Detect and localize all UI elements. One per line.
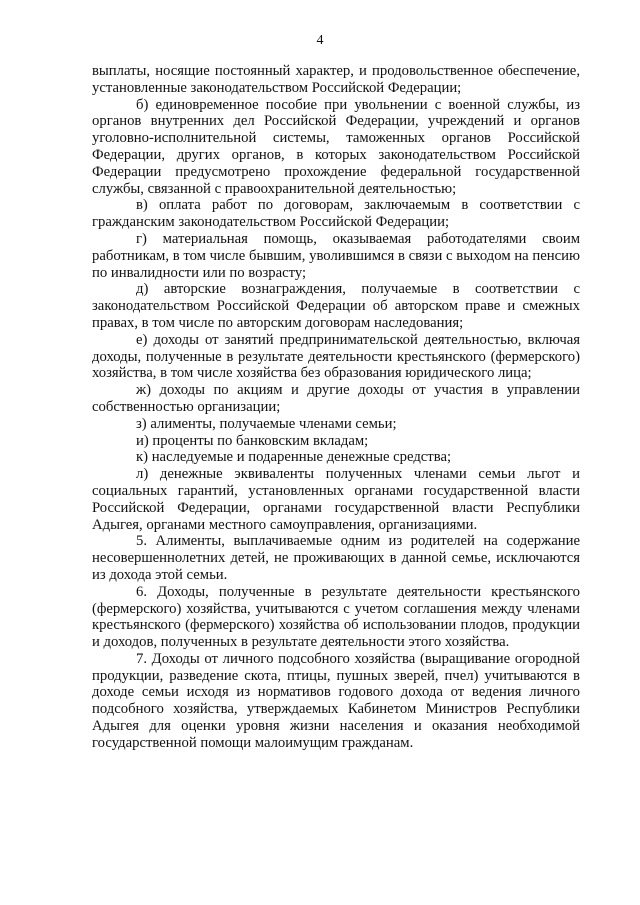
paragraph-item-k: к) наследуемые и подаренные денежные средства; — [136, 449, 452, 466]
paragraph-item-l: л) денежные эквиваленты полученных членами семьи льгот и социальных гарантий, установленных органами государственной власти Российской Федерации, органами государственной власти Республики Адыгея, органами местного самоуправления, организациями. — [92, 466, 580, 533]
paragraph-item-zh: ж) доходы по акциям и другие доходы от участия в управлении собственностью организации; — [92, 382, 580, 415]
paragraph-item-v: в) оплата работ по договорам, заключаемым в соответствии с гражданским законодательством Российской Федерации; — [92, 197, 580, 231]
paragraph-item-i: и) проценты по банковским вкладам; — [136, 432, 369, 449]
paragraph-clause-6: 6. Доходы, полученные в результате деятельности крестьянского (фермерского) хозяйства, учитываются с учетом соглашения между членами крестьянского (фермерского) хозяйства об использовании плодов, продукции и доходов, полученных в результате деятельности этого хозяйства. — [92, 583, 580, 651]
paragraph-item-g: г) материальная помощь, оказываемая работодателями своим работникам, в том числе бывшим, уволившимся в связи с выходом на пенсию по инвалидности или по возрасту; — [92, 230, 580, 281]
paragraph-continuation: выплаты, носящие постоянный характер, и продовольственное обеспечение, установленные законодательством Российской Федерации; — [92, 63, 580, 96]
document-body — [92, 63, 580, 752]
paragraph-item-e: е) доходы от занятий предпринимательской деятельностью, включая доходы, полученные в результате деятельности крестьянского (фермерского) хозяйства, в том числе хозяйства без образования юридического лица; — [92, 331, 580, 382]
paragraph-item-d: д) авторские вознаграждения, получаемые в соответствии с законодательством Российской Федерации об авторском праве и смежных правах, в том числе по авторским договорам наследования; — [92, 281, 580, 331]
paragraph-clause-7: 7. Доходы от личного подсобного хозяйства (выращивание огородной продукции, разведение скота, птицы, пушных зверей, пчел) учитываются в доходе семьи исходя из нормативов годового дохода от ведения личного подсобного хозяйства, утверждаемых Кабинетом Министров Республики Адыгея для оценки уровня жизни населения и оказания необходимой государственной помощи малоимущим гражданам. — [92, 650, 580, 751]
paragraph-item-b: б) единовременное пособие при увольнении с военной службы, из органов внутренних дел Российской Федерации, учреждений и органов уголовно-исполнительной системы, таможенных органов Российской Федерации, других органов, в которых законодательством Российской Федерации предусмотрено прохождение федеральной государственной службы, связанной с правоохранительной деятельностью; — [92, 96, 580, 197]
paragraph-item-z: з) алименты, получаемые членами семьи; — [136, 415, 397, 432]
page-number: 4 — [316, 33, 324, 48]
paragraph-clause-5: 5. Алименты, выплачиваемые одним из родителей на содержание несовершеннолетних детей, не проживающих в данной семье, исключаются из дохода этой семьи. — [92, 533, 580, 583]
